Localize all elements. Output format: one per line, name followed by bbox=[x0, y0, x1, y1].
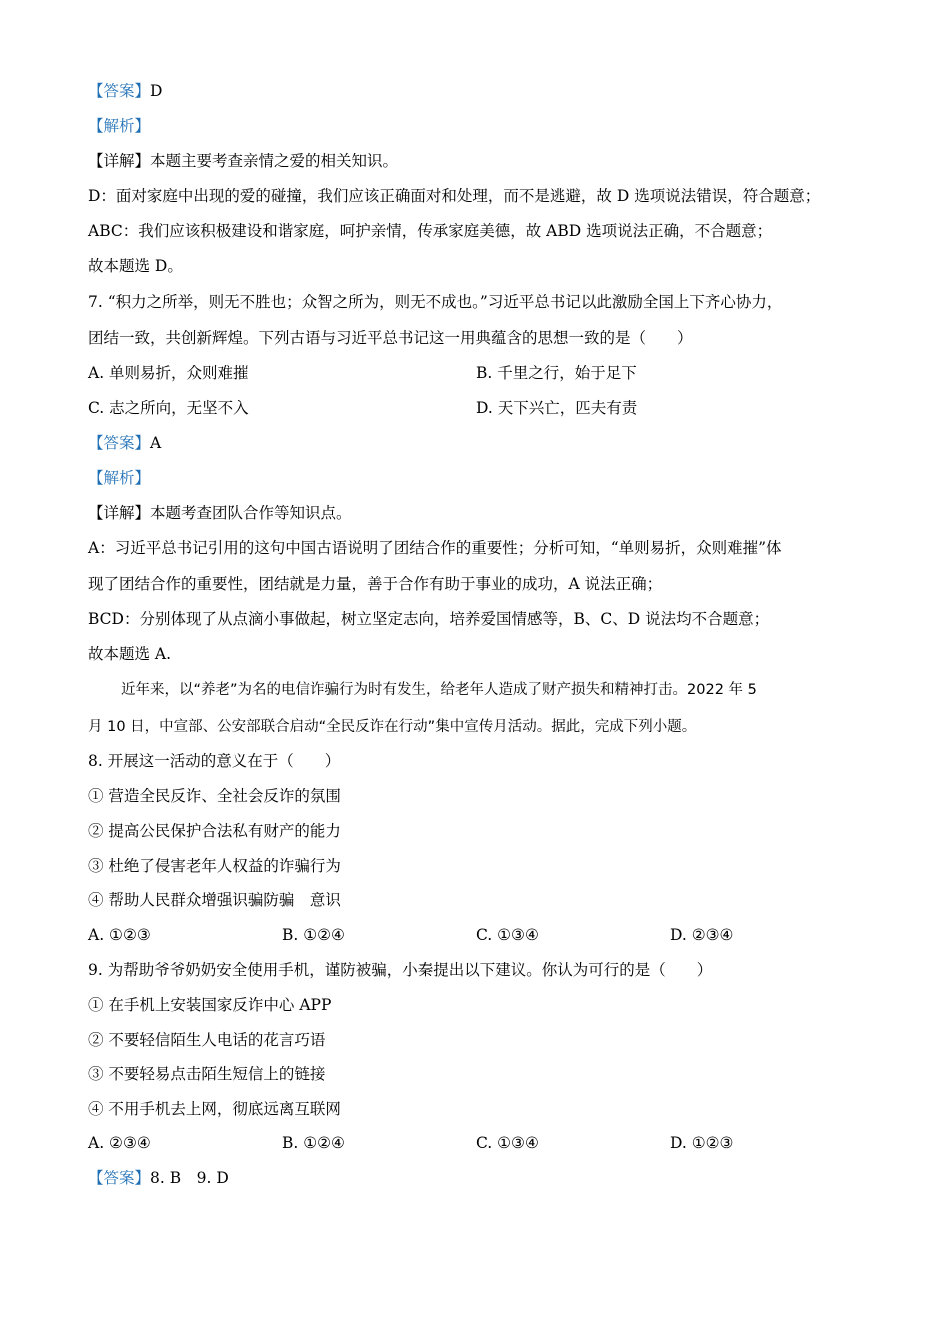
q7-analysis-line bbox=[88, 468, 150, 488]
q6-detail-line bbox=[88, 151, 398, 171]
q6-conclusion: 故本题选 D。 bbox=[88, 257, 183, 275]
q8-item: ① 营造全民反诈、全社会反诈的氛围 bbox=[88, 787, 341, 805]
material-paragraph: 月 10 日，中宣部、公安部联合启动“全民反诈在行动”集中宣传月活动。据此，完成下列小题。 bbox=[88, 719, 697, 735]
q6-explain-line: D：面对家庭中出现的爱的碰撞，我们应该正确面对和处理，而不是逃避，故 D 选项说法错误，符合题意； bbox=[88, 187, 821, 205]
q7-answer-line bbox=[88, 433, 161, 453]
q7-explain-line: BCD：分别体现了从点滴小事做起，树立坚定志向，培养爱国情感等，B、C、D 说法均不合题意； bbox=[88, 610, 770, 628]
answer-tag: 【答案】 bbox=[88, 1169, 151, 1187]
q7-detail: 本题考查团队合作等知识点。 bbox=[150, 504, 352, 522]
q8-item: ③ 杜绝了侵害老年人权益的诈骗行为 bbox=[88, 857, 341, 875]
answer-tag: 【答案】 bbox=[88, 82, 151, 100]
q8-item: ② 提高公民保护合法私有财产的能力 bbox=[88, 822, 341, 840]
q8-option-b: B. ①②④ bbox=[282, 926, 345, 944]
q6-answer: D bbox=[150, 82, 163, 100]
q8-item: ④ 帮助人民群众增强识骗防骗 意识 bbox=[88, 891, 341, 909]
q9-item: ② 不要轻信陌生人电话的花言巧语 bbox=[88, 1031, 326, 1049]
q8-option-a: A. ①②③ bbox=[88, 926, 151, 944]
q8-option-c: C. ①③④ bbox=[476, 926, 539, 944]
q6-detail: 本题主要考查亲情之爱的相关知识。 bbox=[150, 152, 399, 170]
q7-explain-line: 现了团结合作的重要性，团结就是力量，善于合作有助于事业的成功，A 说法正确； bbox=[88, 575, 663, 593]
material-paragraph: 近年来，以“养老”为名的电信诈骗行为时有发生，给老年人造成了财产损失和精神打击。2022 年 5 bbox=[121, 682, 757, 698]
q7-option-d: D. 天下兴亡，匹夫有责 bbox=[476, 399, 638, 417]
analysis-tag: 【解析】 bbox=[88, 117, 151, 135]
q7-stem: 7. “积力之所举，则无不胜也；众智之所为，则无不成也。”习近平总书记以此激励全国上下齐心协力， bbox=[88, 293, 783, 311]
q7-option-c: C. 志之所向，无坚不入 bbox=[88, 399, 249, 417]
q6-analysis-line bbox=[88, 116, 150, 136]
q9-option-b: B. ①②④ bbox=[282, 1134, 345, 1152]
q7-conclusion: 故本题选 A. bbox=[88, 645, 172, 663]
q8-option-d: D. ②③④ bbox=[670, 926, 734, 944]
q7-answer: A bbox=[150, 434, 162, 452]
detail-tag: 【详解】 bbox=[88, 152, 151, 170]
q8-stem: 8. 开展这一活动的意义在于（ ） bbox=[88, 752, 341, 770]
q9-option-d: D. ①②③ bbox=[670, 1134, 734, 1152]
q7-explain-line: A：习近平总书记引用的这句中国古语说明了团结合作的重要性；分析可知，“单则易折，众则难摧”体 bbox=[88, 539, 782, 557]
q9-item: ① 在手机上安装国家反诈中心 APP bbox=[88, 996, 332, 1014]
detail-tag: 【详解】 bbox=[88, 504, 151, 522]
q7-detail-line bbox=[88, 503, 352, 523]
q6-answer-line bbox=[88, 81, 162, 101]
answer-tag: 【答案】 bbox=[88, 434, 151, 452]
q6-explain-line: ABC：我们应该积极建设和谐家庭，呵护亲情，传承家庭美德，故 ABD 选项说法正确，不合题意； bbox=[88, 222, 773, 240]
q8-9-answer-line bbox=[88, 1168, 229, 1188]
analysis-tag: 【解析】 bbox=[88, 469, 151, 487]
q8-9-answers: 8. B 9. D bbox=[150, 1169, 229, 1187]
q9-item: ④ 不用手机去上网，彻底远离互联网 bbox=[88, 1100, 341, 1118]
q7-option-a: A. 单则易折，众则难摧 bbox=[88, 364, 249, 382]
q7-option-b: B. 千里之行，始于足下 bbox=[476, 364, 637, 382]
q9-option-a: A. ②③④ bbox=[88, 1134, 151, 1152]
q9-option-c: C. ①③④ bbox=[476, 1134, 539, 1152]
q7-stem: 团结一致，共创新辉煌。下列古语与习近平总书记这一用典蕴含的思想一致的是（ ） bbox=[88, 329, 693, 347]
q9-item: ③ 不要轻易点击陌生短信上的链接 bbox=[88, 1065, 326, 1083]
q9-stem: 9. 为帮助爷爷奶奶安全使用手机，谨防被骗，小秦提出以下建议。你认为可行的是（ ） bbox=[88, 961, 713, 979]
